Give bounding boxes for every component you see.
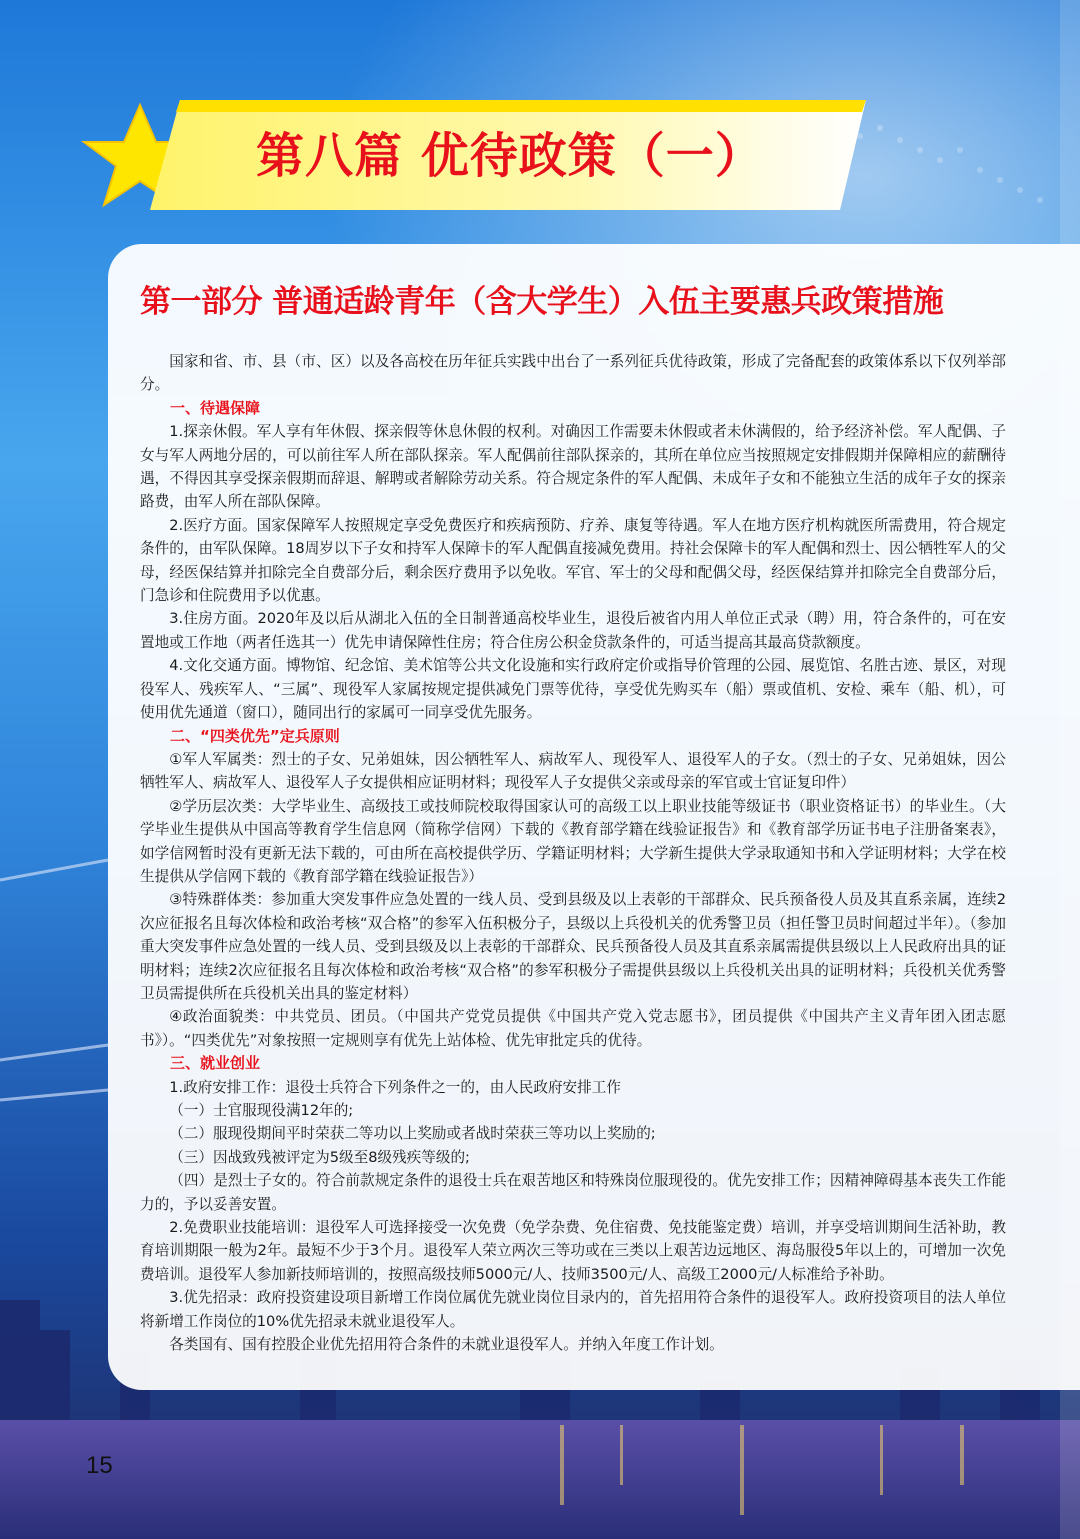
paragraph: 国家和省、市、县（市、区）以及各高校在历年征兵实践中出台了一系列征兵优待政策，形成了完备配套的政策体系以下仅列举部分。 bbox=[140, 353, 1006, 394]
paragraph: 3.住房方面。2020年及以后从湖北入伍的全日制普通高校毕业生，退役后被省内用人单位正式录（聘）用，符合条件的，可在安置地或工作地（两者任选其一）优先申请保障性住房；符合住房公积金贷款条件的，可适当提高其最高贷款额度。 bbox=[140, 610, 1006, 651]
paragraph: 4.文化交通方面。博物馆、纪念馆、美术馆等公共文化设施和实行政府定价或指导价管理的公园、展览馆、名胜古迹、景区，对现役军人、残疾军人、“三属”、现役军人家属按规定提供减免门票等优待，享受优先购买车（船）票或值机、安检、乘车（船、机），可使用优先通道（窗口），随同出行的家属可一同享受优先服务。 bbox=[140, 657, 1006, 722]
section-title: 第一部分 普通适龄青年（含大学生）入伍主要惠兵政策措施 bbox=[140, 284, 944, 320]
paragraph: 2.免费职业技能培训：退役军人可选择接受一次免费（免学杂费、免住宿费、免技能鉴定费）培训，并享受培训期间生活补助，教育培训期限一般为2年。最短不少于3个月。退役军人荣立两次三等功或在三类以上艰苦边远地区、海岛服役5年以上的，可增加一次免费培训。退役军人参加新技师培训的，按照高级技师5000元/人、技师3500元/人、高级工2000元/人标准给予补助。 bbox=[140, 1219, 1006, 1283]
paragraph: 1.政府安排工作：退役士兵符合下列条件之一的，由人民政府安排工作 bbox=[169, 1078, 621, 1096]
paragraph: （四）是烈士子女的。符合前款规定条件的退役士兵在艰苦地区和特殊岗位服现役的。优先安排工作；因精神障碍基本丧失工作能力的，予以妥善安置。 bbox=[140, 1172, 1006, 1213]
subsection-heading: 一、待遇保障 bbox=[170, 398, 261, 417]
paragraph: ④政治面貌类：中共党员、团员。（中国共产党党员提供《中国共产党入党志愿书》，团员提供《中国共产主义青年团入团志愿书》）。“四类优先”对象按照一定规则享有优先上站体检、优先审批定兵的优待。 bbox=[140, 1008, 1006, 1049]
paragraph: （二）服现役期间平时荣获二等功以上奖励或者战时荣获三等功以上奖励的; bbox=[169, 1125, 656, 1143]
paragraph: ①军人军属类：烈士的子女、兄弟姐妹，因公牺牲军人、病故军人、现役军人、退役军人的子女。（烈士的子女、兄弟姐妹，因公牺牲军人、病故军人、退役军人子女提供相应证明材料；现役军人子女提供父亲或母亲的军官或士官证复印件） bbox=[140, 750, 1006, 792]
paragraph: 各类国有、国有控股企业优先招用符合条件的未就业退役军人。并纳入年度工作计划。 bbox=[169, 1336, 724, 1354]
subsection-heading: 三、就业创业 bbox=[170, 1054, 261, 1073]
paragraph: 3.优先招录：政府投资建设项目新增工作岗位属优先就业岗位目录内的，首先招用符合条件的退役军人。政府投资项目的法人单位将新增工作岗位的10%优先招录未就业退役军人。 bbox=[140, 1289, 1006, 1330]
subsection-heading: 二、“四类优先”定兵原则 bbox=[170, 726, 340, 745]
paragraph: ②学历层次类：大学毕业生、高级技工或技师院校取得国家认可的高级工以上职业技能等级证书（职业资格证书）的毕业生。（大学毕业生提供从中国高等教育学生信息网（简称学信网）下载的《教育部学籍在线验证报告》和《教育部学历证书电子注册备案表》，如学信网暂时没有更新无法下载的，可由所在高校提供学历、学籍证明材料；大学新生提供大学录取通知书和入学证明材料；大学在校生提供从学信网下载的《教育部学籍在线验证报告》） bbox=[140, 797, 1006, 885]
paragraph: ③特殊群体类：参加重大突发事件应急处置的一线人员、受到县级及以上表彰的干部群众、民兵预备役人员及其直系亲属，连续2次应征报名且每次体检和政治考核“双合格”的参军入伍积极分子，县级以上兵役机关的优秀警卫员（担任警卫员时间超过半年）。（参加重大突发事件应急处置的一线人员、受到县级及以上表彰的干部群众、民兵预备役人员及其直系亲属需提供县级以上人民政府出具的证明材料；连续2次应征报名且每次体检和政治考核“双合格”的参军积极分子需提供县级以上兵役机关出具的证明材料；兵役机关优秀警卫员需提供所在兵役机关出具的鉴定材料） bbox=[140, 891, 1006, 1002]
paragraph: 2.医疗方面。国家保障军人按照规定享受免费医疗和疾病预防、疗养、康复等待遇。军人在地方医疗机构就医所需费用，符合规定条件的，由军队保障。18周岁以下子女和持军人保障卡的军人配偶直接减免费用。持社会保障卡的军人配偶和烈士、因公牺牲军人的父母，经医保结算并扣除完全自费部分后，剩余医疗费用予以免收。军官、军士的父母和配偶父母，经医保结算并扣除完全自费部分后，门急诊和住院费用予以优惠。 bbox=[140, 516, 1006, 605]
page-number: 15 bbox=[86, 1452, 113, 1479]
paragraph: 1.探亲休假。军人享有年休假、探亲假等休息休假的权利。对确因工作需要未休假或者未休满假的，给予经济补偿。军人配偶、子女与军人两地分居的，可以前往军人所在部队探亲。军人配偶前往部队探亲的，其所在单位应当按照规定安排假期并保障相应的薪酬待遇，不得因其享受探亲假期而辞退、解聘或者解除劳动关系。符合规定条件的军人配偶、未成年子女和不能独立生活的成年子女的探亲路费，由军人所在部队保障。 bbox=[140, 423, 1006, 511]
page-title: 第八篇 优待政策（一） bbox=[256, 128, 764, 184]
paragraph: （三）因战致残被评定为5级至8级残疾等级的; bbox=[169, 1148, 470, 1166]
paragraph: （一）士官服现役满12年的; bbox=[169, 1102, 354, 1119]
body-text bbox=[140, 350, 1006, 1356]
